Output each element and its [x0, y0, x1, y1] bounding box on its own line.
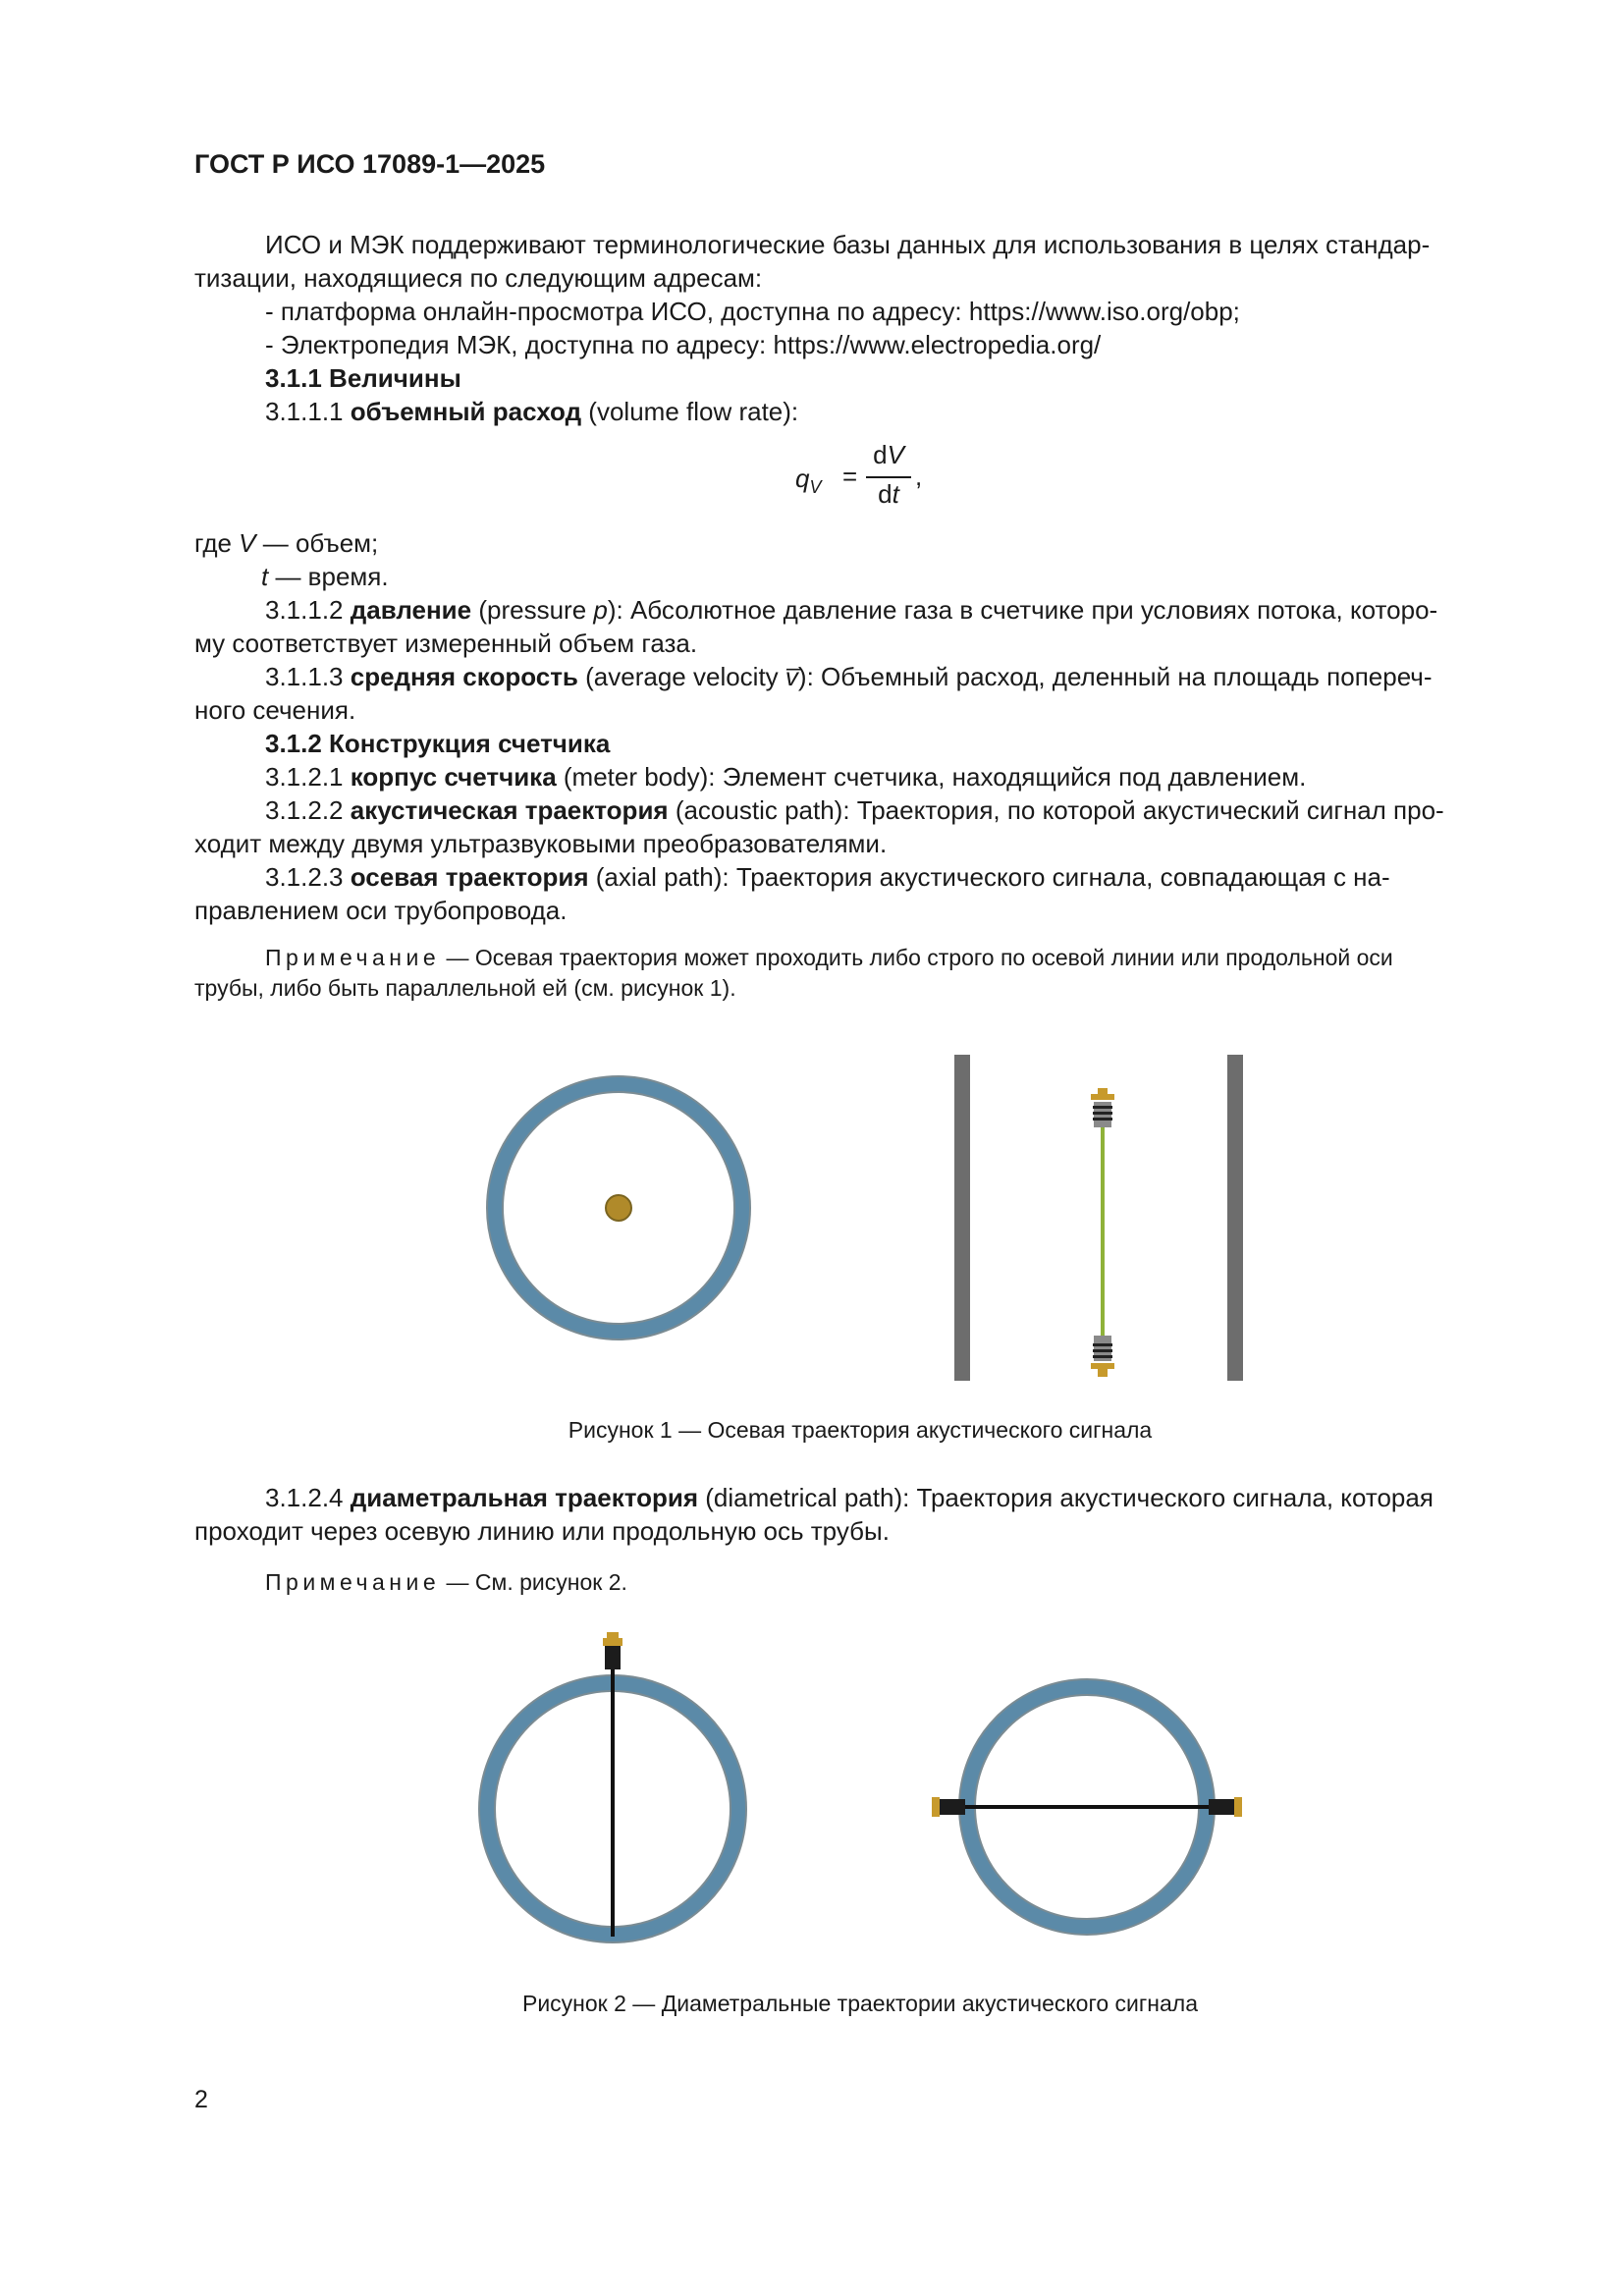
term-3-1-1-3: 3.1.1.3 средняя скорость (average velocity v̅): Объемный расход, деленный на площадь попереч-	[265, 662, 1433, 691]
note-axial-path: Примечание — Осевая траектория может проходить либо строго по осевой линии или продольной оси	[265, 945, 1393, 970]
term-3-1-2-1: 3.1.2.1 корпус счетчика (meter body): Элемент счетчика, находящийся под давлением.	[265, 762, 1307, 792]
term-3-1-2-4: 3.1.2.4 диаметральная траектория (diametrical path): Траектория акустического сигнала, которая	[265, 1483, 1434, 1512]
note-label: Примечание	[265, 1569, 441, 1595]
term-3-1-2-3: 3.1.2.3 осевая траектория (axial path): Траектория акустического сигнала, совпадающая с на-	[265, 862, 1390, 892]
intro-bullet-iec: - Электропедия МЭК, доступна по адресу: https://www.electropedia.org/	[265, 330, 1102, 359]
term-3-1-1-2: 3.1.1.2 давление (pressure p): Абсолютное давление газа в счетчике при условиях потока, которо-	[265, 595, 1438, 625]
term-3-1-1-1	[265, 395, 798, 428]
term-3-1-2-2-cont: ходит между двумя ультразвуковыми преобразователями.	[194, 829, 888, 858]
term-3-1-1-3-cont: ного сечения.	[194, 695, 356, 725]
intro-bullet-iso: - платформа онлайн-просмотра ИСО, доступна по адресу: https://www.iso.org/obp;	[265, 297, 1240, 326]
formula-lhs: $q_V$	[795, 464, 822, 498]
figure1-pipe-longitudinal	[952, 1051, 1247, 1385]
term-3-1-2-4-cont: проходит через осевую линию или продольную ось трубы.	[194, 1516, 890, 1546]
term-name: объемный расход	[350, 397, 582, 426]
transducer-top	[603, 1632, 622, 1669]
section-heading-3-1-2: 3.1.2 Конструкция счетчика	[265, 729, 611, 758]
term-3-1-2-2: 3.1.2.2 акустическая траектория (acoustic path): Траектория, по которой акустический сигнал про-	[265, 795, 1444, 825]
note-axial-path-cont: трубы, либо быть параллельной ей (см. рисунок 1).	[194, 975, 736, 1001]
term-english: (volume flow rate):	[581, 397, 799, 426]
formula-comma: ,	[915, 462, 923, 491]
figure2-vertical-diametrical	[461, 1630, 756, 1954]
formula-denominator: dt	[878, 479, 899, 509]
intro-line-2: тизации, находящиеся по следующим адресам:	[194, 263, 763, 293]
where-v: где V — объем;	[194, 528, 379, 558]
formula-equals: =	[842, 462, 858, 491]
figure1-pipe-cross-section	[471, 1061, 766, 1355]
transducer-left	[932, 1797, 965, 1817]
term-3-1-2-3-cont: правлением оси трубопровода.	[194, 896, 568, 925]
intro-line-1: ИСО и МЭК поддерживают терминологические базы данных для использования в целях стандар-	[265, 230, 1431, 259]
page-number: 2	[194, 2086, 208, 2113]
pipe-wall-left	[954, 1055, 970, 1381]
volume-flow-formula	[795, 440, 952, 519]
document-header-title: ГОСТ Р ИСО 17089-1—2025	[194, 149, 546, 179]
axial-transducer-end-view	[606, 1195, 631, 1221]
formula-fraction-bar	[866, 476, 911, 478]
note-label: Примечание	[265, 945, 441, 970]
note-diametrical-path: Примечание — См. рисунок 2.	[265, 1569, 627, 1595]
pipe-wall-right	[1227, 1055, 1243, 1381]
figure2-horizontal-diametrical	[928, 1669, 1252, 1944]
transducer-right	[1209, 1797, 1242, 1817]
section-heading-3-1-1: 3.1.1 Величины	[265, 363, 461, 393]
term-3-1-1-2-cont: му соответствует измеренный объем газа.	[194, 629, 698, 658]
transducer-bottom	[1091, 1336, 1114, 1377]
figure1-caption: Рисунок 1 — Осевая траектория акустического сигнала	[568, 1417, 1153, 1443]
figure2-caption: Рисунок 2 — Диаметральные траектории акустического сигнала	[521, 1991, 1198, 2016]
where-t: t — время.	[261, 562, 389, 591]
formula-numerator: dV	[873, 440, 904, 469]
transducer-top	[1091, 1088, 1114, 1127]
term-number: 3.1.1.1	[265, 397, 351, 426]
